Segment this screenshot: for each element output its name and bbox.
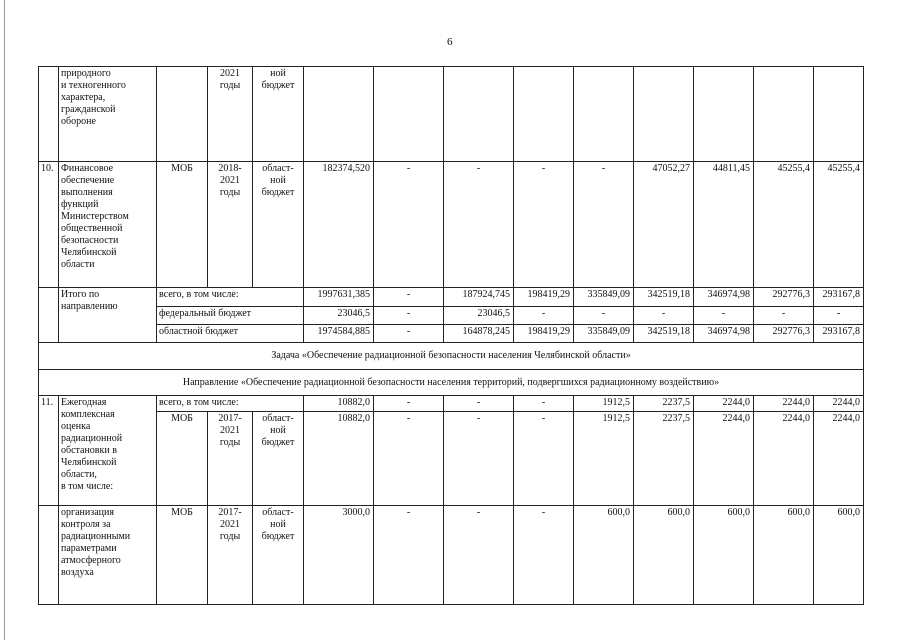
value-cell: 292776,3 xyxy=(754,288,814,307)
value-cell: - xyxy=(814,307,864,325)
task-header-row xyxy=(39,343,864,370)
years-cell: 2017- 2021 годы xyxy=(208,506,253,605)
value-cell: - xyxy=(444,412,514,506)
value-cell: 10882,0 xyxy=(304,396,374,412)
source-cell: област- ной бюджет xyxy=(253,412,304,506)
executor-cell: МОБ xyxy=(157,412,208,506)
value-cell: - xyxy=(514,396,574,412)
value-cell: 10882,0 xyxy=(304,412,374,506)
row-number: 10. xyxy=(39,162,59,288)
event-name: организация контроля за радиационными параметрами атмосферного воздуха xyxy=(59,506,157,605)
value-cell: 293167,8 xyxy=(814,288,864,307)
totals-row xyxy=(39,288,864,307)
value-cell: - xyxy=(444,396,514,412)
value-cell: 45255,4 xyxy=(754,162,814,288)
value-cell: 346974,98 xyxy=(694,325,754,343)
value-cell xyxy=(694,67,754,162)
value-cell: 335849,09 xyxy=(574,288,634,307)
direction-header: Направление «Обеспечение радиационной безопасности населения территорий, подвергшихся радиационному воздействию» xyxy=(39,370,864,396)
row-number xyxy=(39,506,59,605)
value-cell: 1912,5 xyxy=(574,396,634,412)
value-cell xyxy=(374,67,444,162)
source-cell: ной бюджет xyxy=(253,67,304,162)
value-cell: 2237,5 xyxy=(634,412,694,506)
value-cell: 600,0 xyxy=(814,506,864,605)
value-cell: 600,0 xyxy=(574,506,634,605)
value-cell: - xyxy=(374,396,444,412)
totals-row xyxy=(39,307,864,325)
value-cell: 292776,3 xyxy=(754,325,814,343)
years-cell: 2021 годы xyxy=(208,67,253,162)
value-cell: - xyxy=(634,307,694,325)
value-cell: - xyxy=(574,162,634,288)
value-cell: 44811,45 xyxy=(694,162,754,288)
page-number: 6 xyxy=(447,36,453,48)
years-cell: 2018- 2021 годы xyxy=(208,162,253,288)
value-cell xyxy=(514,67,574,162)
value-cell: 2244,0 xyxy=(814,396,864,412)
value-cell: - xyxy=(754,307,814,325)
value-cell: 23046,5 xyxy=(304,307,374,325)
event-name: Ежегодная комплексная оценка радиационной обстановки в Челябинской области, в том числе: xyxy=(59,396,157,506)
table-row xyxy=(39,162,864,288)
value-cell xyxy=(754,67,814,162)
row-number xyxy=(39,288,59,343)
value-cell xyxy=(444,67,514,162)
direction-header-row xyxy=(39,370,864,396)
totals-label: федеральный бюджет xyxy=(157,307,304,325)
value-cell: 342519,18 xyxy=(634,325,694,343)
value-cell: 45255,4 xyxy=(814,162,864,288)
executor-cell: МОБ xyxy=(157,506,208,605)
value-cell xyxy=(574,67,634,162)
table-row xyxy=(39,412,864,506)
source-cell: област- ной бюджет xyxy=(253,506,304,605)
value-cell xyxy=(634,67,694,162)
page-edge-line xyxy=(4,0,5,640)
value-cell: 335849,09 xyxy=(574,325,634,343)
value-cell: - xyxy=(514,307,574,325)
value-cell: - xyxy=(514,162,574,288)
value-cell: 2244,0 xyxy=(754,412,814,506)
value-cell: 2244,0 xyxy=(754,396,814,412)
totals-name: Итого по направлению xyxy=(59,288,157,343)
value-cell: - xyxy=(374,325,444,343)
value-cell: 600,0 xyxy=(634,506,694,605)
value-cell: 600,0 xyxy=(694,506,754,605)
value-cell: 1997631,385 xyxy=(304,288,374,307)
value-cell: - xyxy=(514,506,574,605)
value-cell xyxy=(304,67,374,162)
event-name: природного и техногенного характера, гражданской обороне xyxy=(59,67,157,162)
value-cell: - xyxy=(374,412,444,506)
value-cell: 1974584,885 xyxy=(304,325,374,343)
totals-row xyxy=(39,325,864,343)
source-cell: област- ной бюджет xyxy=(253,162,304,288)
value-cell: 2244,0 xyxy=(694,412,754,506)
value-cell: - xyxy=(444,162,514,288)
value-cell: - xyxy=(514,412,574,506)
row-number: 11. xyxy=(39,396,59,506)
value-cell: 198419,29 xyxy=(514,325,574,343)
value-cell: 3000,0 xyxy=(304,506,374,605)
event-name: Финансовое обеспечение выполнения функций Министерством общественной безопасности Челябинской области xyxy=(59,162,157,288)
row-number xyxy=(39,67,59,162)
totals-label: всего, в том числе: xyxy=(157,396,304,412)
task-header: Задача «Обеспечение радиационной безопасности населения Челябинской области» xyxy=(39,343,864,370)
value-cell: 600,0 xyxy=(754,506,814,605)
years-cell: 2017- 2021 годы xyxy=(208,412,253,506)
value-cell: 198419,29 xyxy=(514,288,574,307)
value-cell: 293167,8 xyxy=(814,325,864,343)
table-row xyxy=(39,396,864,412)
value-cell: 187924,745 xyxy=(444,288,514,307)
table-row xyxy=(39,506,864,605)
value-cell: - xyxy=(374,288,444,307)
value-cell: 182374,520 xyxy=(304,162,374,288)
value-cell: - xyxy=(374,162,444,288)
value-cell: - xyxy=(374,307,444,325)
totals-label: всего, в том числе: xyxy=(157,288,304,307)
value-cell: 23046,5 xyxy=(444,307,514,325)
value-cell: 2244,0 xyxy=(814,412,864,506)
executor-cell: МОБ xyxy=(157,162,208,288)
value-cell: 1912,5 xyxy=(574,412,634,506)
value-cell: - xyxy=(694,307,754,325)
value-cell: 47052,27 xyxy=(634,162,694,288)
value-cell: - xyxy=(574,307,634,325)
value-cell: 2237,5 xyxy=(634,396,694,412)
table-row xyxy=(39,67,864,162)
value-cell: - xyxy=(374,506,444,605)
value-cell: 2244,0 xyxy=(694,396,754,412)
budget-table xyxy=(38,66,864,605)
value-cell: 346974,98 xyxy=(694,288,754,307)
value-cell: - xyxy=(444,506,514,605)
executor-cell xyxy=(157,67,208,162)
totals-label: областной бюджет xyxy=(157,325,304,343)
value-cell: 164878,245 xyxy=(444,325,514,343)
value-cell xyxy=(814,67,864,162)
value-cell: 342519,18 xyxy=(634,288,694,307)
